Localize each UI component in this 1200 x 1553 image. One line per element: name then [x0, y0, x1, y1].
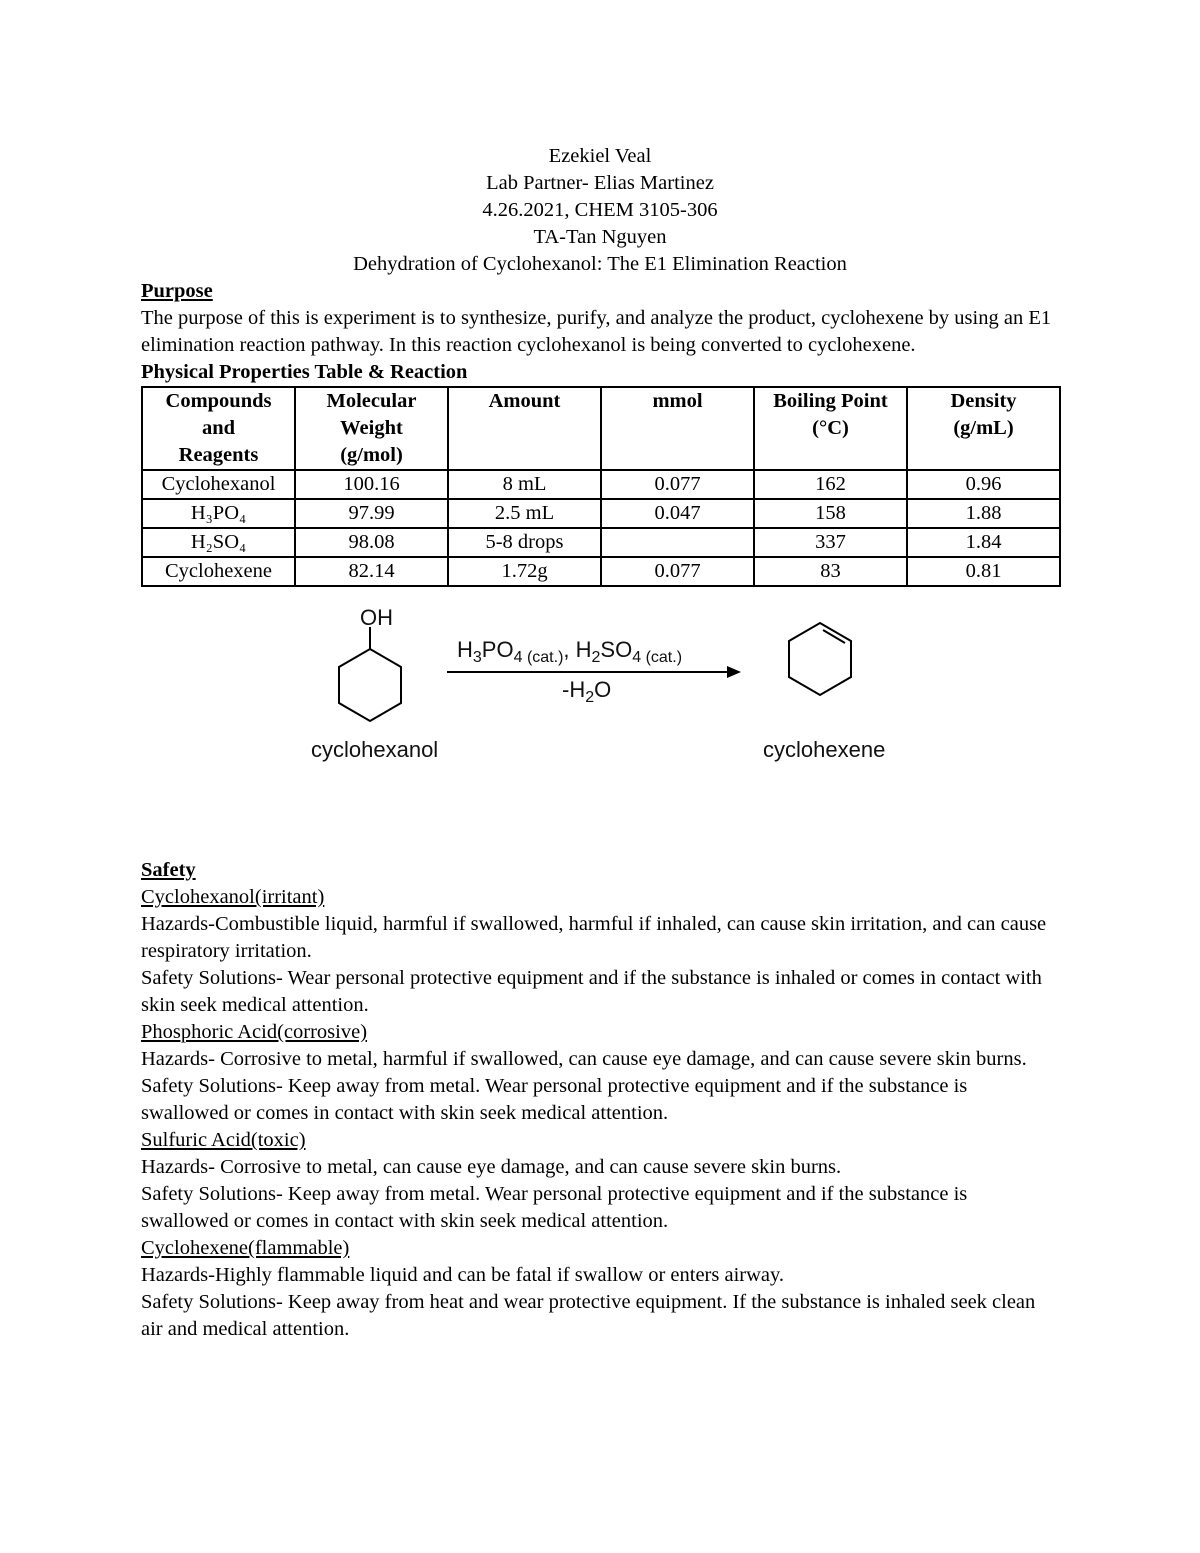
table-row [142, 557, 1060, 586]
purpose-text: The purpose of this is experiment is to synthesize, purify, and analyze the product, cyclohexene by using an E1 elimination reaction pathway. In this reaction cyclohexanol is being converted to cyclohexene. [141, 307, 1052, 356]
safety-solutions-text: Safety Solutions- Keep away from heat and wear protective equipment. If the substance is inhaled seek clean air and medical attention. [141, 1291, 1036, 1340]
lab-partner: Lab Partner- Elias Martinez [486, 172, 714, 194]
hazards-text: Hazards- Corrosive to metal, can cause eye damage, and can cause severe skin burns. [141, 1156, 842, 1178]
column-header: Boiling Point (°C) [754, 387, 907, 470]
table-cell: 5-8 drops [448, 528, 601, 557]
table-row [142, 528, 1060, 557]
table-cell: 0.81 [907, 557, 1060, 586]
safety-heading: Safety [141, 859, 196, 881]
chemical-name: Cyclohexene(flammable) [141, 1237, 350, 1259]
table-cell: 158 [754, 499, 907, 528]
table-cell: 337 [754, 528, 907, 557]
hazards-text: Hazards-Combustible liquid, harmful if swallowed, harmful if inhaled, can cause skin irritation, and can cause respiratory irritation. [141, 913, 1047, 962]
safety-section [141, 857, 1059, 1343]
chemical-name: Phosphoric Acid(corrosive) [141, 1021, 368, 1043]
reagents-label: $H_3PO_4$ (cat.), $H_2SO_4$ (cat.) [457, 637, 683, 666]
table-cell: H₃PO₄ [142, 499, 295, 528]
table-cell: 2.5 mL [448, 499, 601, 528]
report-title: Dehydration of Cyclohexanol: The E1 Elimination Reaction [353, 253, 847, 275]
column-header: Density (g/mL) [907, 387, 1060, 470]
product-label: cyclohexene [763, 737, 886, 762]
column-header: Molecular Weight (g/mol) [295, 387, 448, 470]
teaching-assistant: TA-Tan Nguyen [533, 226, 667, 248]
table-cell: 0.96 [907, 470, 1060, 499]
table-cell: 1.72g [448, 557, 601, 586]
table-row [142, 499, 1060, 528]
table-cell: 8 mL [448, 470, 601, 499]
reactant-label: cyclohexanol [311, 737, 439, 762]
hazards-text: Hazards- Corrosive to metal, harmful if swallowed, can cause eye damage, and can cause severe skin burns. [141, 1048, 1027, 1070]
table-cell: 1.88 [907, 499, 1060, 528]
reaction-scheme-drawing [141, 587, 1059, 857]
table-heading: Physical Properties Table & Reaction [141, 361, 468, 383]
table-cell: H₂SO₄ [142, 528, 295, 557]
cyclohexanol-ring [339, 649, 401, 721]
column-header: Amount [448, 387, 601, 470]
table-cell: 100.16 [295, 470, 448, 499]
author-name: Ezekiel Veal [548, 145, 652, 167]
table-cell: 1.84 [907, 528, 1060, 557]
table-cell [601, 528, 754, 557]
chemical-name: Cyclohexanol(irritant) [141, 886, 325, 908]
table-cell: Cyclohexene [142, 557, 295, 586]
safety-solutions-text: Safety Solutions- Keep away from metal. Wear personal protective equipment and if the substance is swallowed or comes in contact with skin seek medical attention. [141, 1075, 968, 1124]
table-cell: Cyclohexanol [142, 470, 295, 499]
safety-solutions-text: Safety Solutions- Wear personal protective equipment and if the substance is inhaled or comes in contact with skin seek medical attention. [141, 967, 1042, 1016]
table-cell: 83 [754, 557, 907, 586]
hazards-text: Hazards-Highly flammable liquid and can be fatal if swallow or enters airway. [141, 1264, 785, 1286]
table-cell: 0.077 [601, 470, 754, 499]
safety-solutions-text: Safety Solutions- Keep away from metal. Wear personal protective equipment and if the substance is swallowed or comes in contact with skin seek medical attention. [141, 1183, 968, 1232]
date-course: 4.26.2021, CHEM 3105-306 [482, 199, 718, 221]
table-row [142, 470, 1060, 499]
table-cell: 97.99 [295, 499, 448, 528]
table-cell: 0.047 [601, 499, 754, 528]
table-cell: 0.077 [601, 557, 754, 586]
reaction-scheme [141, 587, 1059, 857]
physical-properties-table [141, 386, 1061, 587]
oh-label: OH [360, 605, 393, 630]
column-header: mmol [601, 387, 754, 470]
document-page [141, 143, 1059, 1343]
cyclohexene-ring [789, 623, 851, 695]
arrow-head [727, 666, 741, 678]
column-header: Compounds and Reagents [142, 387, 295, 470]
table-cell: 82.14 [295, 557, 448, 586]
byproduct-label: $-H_2O$ [562, 677, 612, 706]
header-block [141, 143, 1059, 278]
table-cell: 162 [754, 470, 907, 499]
table-header-row [142, 387, 1060, 470]
purpose-heading: Purpose [141, 280, 213, 302]
chemical-name: Sulfuric Acid(toxic) [141, 1129, 306, 1151]
table-cell: 98.08 [295, 528, 448, 557]
